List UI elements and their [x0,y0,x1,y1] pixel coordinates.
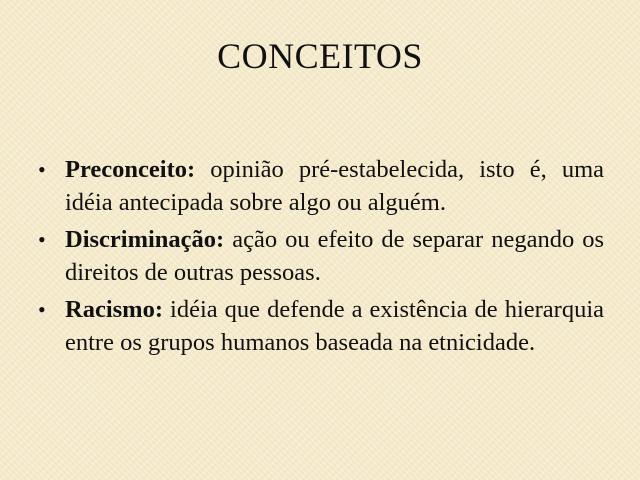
bullet-term: Discriminação: [65,226,225,253]
bullet-definition: opinião pré-estabelecida, isto é, uma idéia antecipada sobre algo ou alguém. [65,156,604,216]
bullet-item-racismo [38,294,604,359]
slide-title: CONCEITOS [217,36,423,76]
bullet-definition: idéia que defende a existência de hierarquia entre os grupos humanos baseada na etnicidade. [65,296,605,356]
bullet-term: Preconceito: [65,156,196,183]
bullet-item-preconceito [38,154,604,219]
bullet-term: Racismo: [65,296,163,323]
bullet-item-discriminacao [38,224,604,289]
bullet-dot-icon: • [38,157,46,182]
bullet-list [38,154,604,364]
bullet-dot-icon: • [38,227,46,252]
bullet-dot-icon: • [38,297,46,322]
bullet-definition: ação ou efeito de separar negando os direitos de outras pessoas. [65,226,604,286]
